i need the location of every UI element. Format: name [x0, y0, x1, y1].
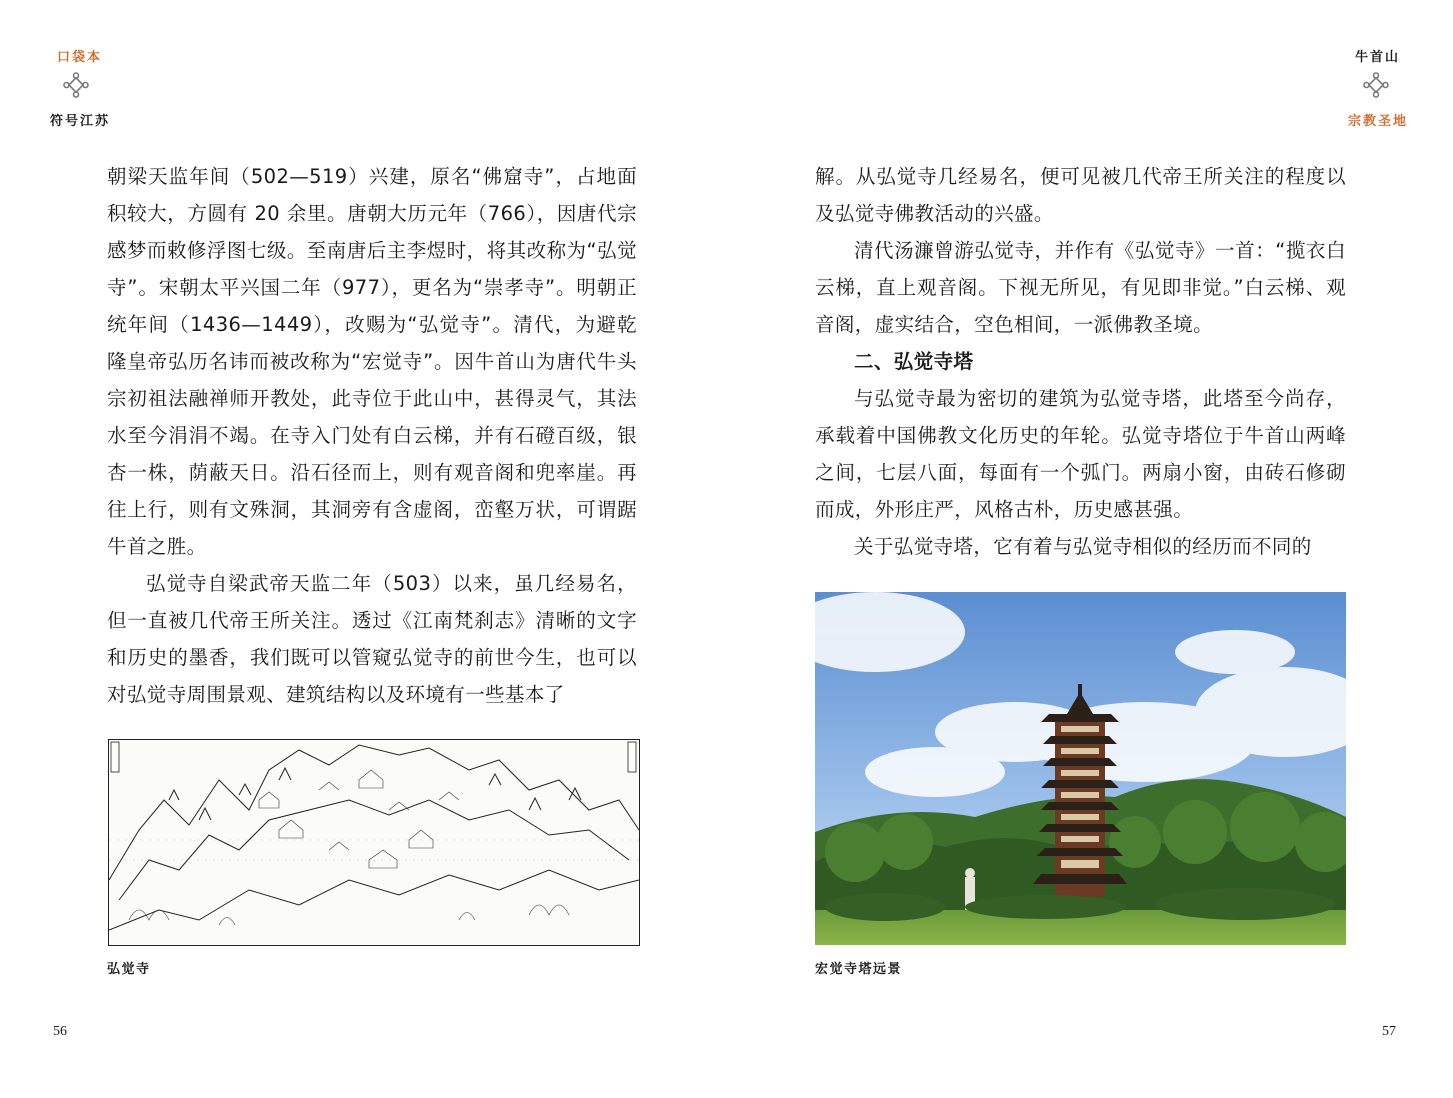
right-body-text — [815, 158, 1346, 565]
paragraph: 清代汤濂曾游弘觉寺，并作有《弘觉寺》一首：“揽衣白云梯，直上观音阁。下视无所见，有见即非觉。”白云梯、观音阁，虚实结合，空色相间，一派佛教圣境。 — [815, 239, 1346, 336]
knot-ornament-icon — [63, 72, 89, 98]
header-title: 牛首山 — [1355, 50, 1401, 65]
header-subtitle: 宗教圣地 — [1348, 114, 1409, 129]
paragraph: 弘觉寺自梁武帝天监二年（503）以来，虽几经易名，但一直被几代帝王所关注。透过《江南梵刹志》清晰的文字和历史的墨香，我们既可以管窥弘觉寺的前世今生，也可以对弘觉寺周围景观、建筑结构以及环境有一些基本了 — [107, 572, 637, 706]
pagoda-photo — [815, 592, 1346, 945]
page-number: 56 — [53, 1024, 67, 1039]
paragraph: 朝梁天监年间（502—519）兴建，原名“佛窟寺”，占地面积较大，方圆有 20 余里。唐朝大历元年（766），因唐代宗感梦而敕修浮图七级。至南唐后主李煜时，将其改称为“弘觉寺”。宋朝太平兴国二年（977），更名为“崇孝寺”。明朝正统年间（1436—1449），改赐为“弘觉寺”。清代，为避乾隆皇帝弘历名讳而被改称为“宏觉寺”。因牛首山为唐代牛头宗初祖法融禅师开教处，此寺位于此山中，甚得灵气，其法水至今涓涓不竭。在寺入门处有白云梯，并有石磴百级，银杏一株，荫蔽天日。沿石径而上，则有观音阁和兜率崖。再往上行，则有文殊洞，其洞旁有含虚阁，峦壑万状，可谓踞牛首之胜。 — [107, 165, 637, 558]
woodcut-illustration — [108, 739, 640, 946]
paragraph: 解。从弘觉寺几经易名，便可见被几代帝王所关注的程度以及弘觉寺佛教活动的兴盛。 — [815, 165, 1346, 225]
figure-caption: 弘觉寺 — [107, 962, 151, 977]
header-subtitle: 符号江苏 — [50, 114, 111, 129]
paragraph: 关于弘觉寺塔，它有着与弘觉寺相似的经历而不同的 — [854, 535, 1312, 558]
left-body-text — [107, 158, 637, 713]
header-series: 口袋本 — [57, 50, 103, 65]
woodcut-drawing — [109, 740, 639, 945]
section-heading: 二、弘觉寺塔 — [854, 350, 974, 373]
figure-caption: 宏觉寺塔远景 — [815, 962, 903, 977]
pagoda-photo-drawing — [815, 592, 1346, 945]
knot-ornament-icon — [1363, 72, 1389, 98]
page-number: 57 — [1382, 1024, 1396, 1039]
left-page — [0, 0, 726, 1098]
right-page — [726, 0, 1453, 1098]
paragraph: 与弘觉寺最为密切的建筑为弘觉寺塔，此塔至今尚存，承载着中国佛教文化历史的年轮。弘觉寺塔位于牛首山两峰之间，七层八面，每面有一个弧门。两扇小窗，由砖石修砌而成，外形庄严，风格古朴，历史感甚强。 — [815, 387, 1346, 521]
